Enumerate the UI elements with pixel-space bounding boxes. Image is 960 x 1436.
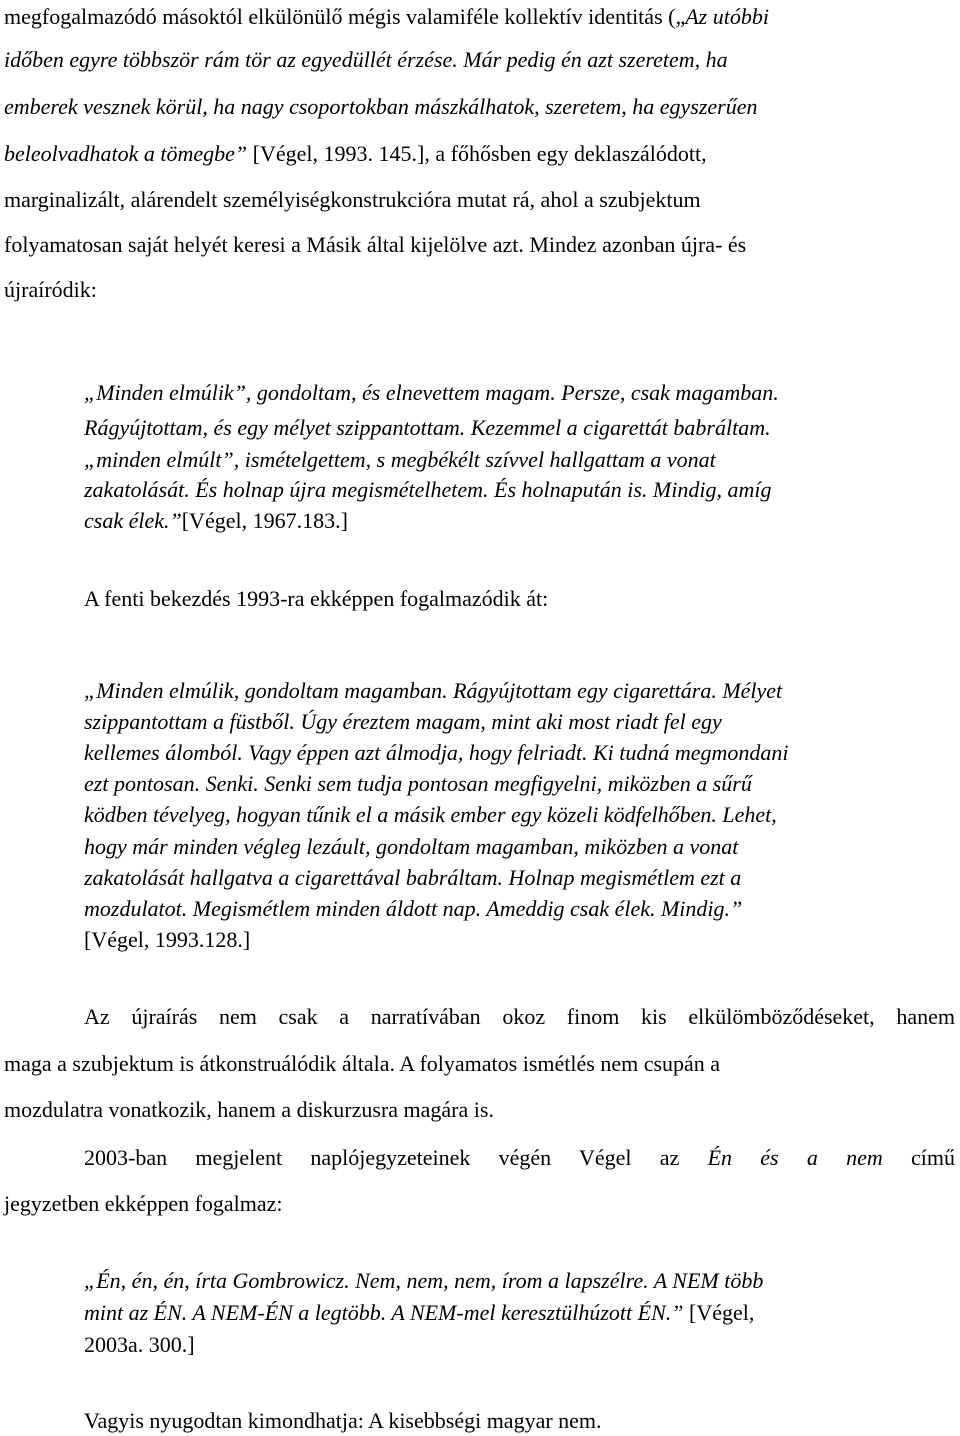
text-segment: Az utóbbi xyxy=(685,4,769,29)
text-line xyxy=(4,189,701,211)
text-segment: emberek vesznek körül, ha nagy csoportokban mászkálhatok, szeretem, ha egyszerűen xyxy=(4,94,758,119)
quote-line xyxy=(84,804,777,826)
text-segment: Én és a nem xyxy=(707,1145,883,1170)
text-line xyxy=(84,1147,955,1169)
quote-line xyxy=(84,680,782,702)
text-segment: A fenti bekezdés 1993-ra ekképpen fogalmazódik át: xyxy=(84,586,549,611)
text-segment: Vagyis nyugodtan kimondhatja: A kisebbségi magyar nem. xyxy=(84,1408,602,1433)
text-segment: zakatolását. És holnap újra megismételhetem. És holnapután is. Mindig, amíg xyxy=(84,477,772,502)
text-segment: csak élek.” xyxy=(84,508,182,533)
text-segment: 2003-ban megjelent naplójegyzeteinek végén Végel az xyxy=(84,1145,708,1170)
text-segment: beleolvadhatok a tömegbe” xyxy=(4,141,253,166)
quote-line xyxy=(84,417,771,439)
citation: 2003a. 300.] xyxy=(84,1332,195,1357)
quote-line xyxy=(84,510,348,532)
text-line xyxy=(4,234,746,256)
text-segment: zakatolását hallgatva a cigarettával babráltam. Holnap megismétlem ezt a xyxy=(84,865,742,890)
quote-line xyxy=(84,479,771,501)
text-segment: folyamatosan saját helyét keresi a Másik által kijelölve azt. Mindez azonban újra- és xyxy=(4,232,747,257)
quote-line xyxy=(84,836,738,858)
citation: [Végel, 1967.183.] xyxy=(181,508,348,533)
text-segment: ezt pontosan. Senki. Senki sem tudja pontosan megfigyelni, miközben a sűrű xyxy=(84,771,752,796)
text-segment: kellemes álomból. Vagy éppen azt álmodja, hogy felriadt. Ki tudná megmondani xyxy=(84,740,789,765)
text-segment: „Én, én, én, írta Gombrowicz. Nem, nem, nem, írom a lapszélre. A NEM több xyxy=(84,1268,764,1293)
text-line xyxy=(4,1099,494,1121)
text-segment: újraíródik: xyxy=(4,277,97,302)
quote-line xyxy=(84,867,741,889)
text-segment: [Végel, 1993. 145.], a főhősben egy deklaszálódott, xyxy=(252,141,707,166)
text-line xyxy=(84,588,548,610)
text-segment: „minden elmúlt”, ismételgettem, s megbékélt szívvel hallgattam a vonat xyxy=(84,447,716,472)
text-segment: marginalizált, alárendelt személyiségkonstrukcióra mutat rá, ahol a szubjektum xyxy=(4,187,701,212)
text-line xyxy=(84,1006,955,1028)
text-segment: hogy már minden végleg lezáult, gondoltam magamban, miközben a vonat xyxy=(84,834,739,859)
quote-line xyxy=(84,711,722,733)
text-segment: szippantottam a füstből. Úgy éreztem magam, mint aki most riadt fel egy xyxy=(84,709,722,734)
text-segment: Rágyújtottam, és egy mélyet szippantottam. Kezemmel a cigarettát babráltam. xyxy=(84,415,771,440)
text-line xyxy=(4,279,97,301)
text-segment: mozdulatot. Megismétlem minden áldott nap. Ameddig csak élek. Mindig.” xyxy=(84,896,743,921)
text-segment: ködben tévelyeg, hogyan tűnik el a másik ember egy közeli ködfelhőben. Lehet, xyxy=(84,802,777,827)
text-segment: megfogalmazódó másoktól elkülönülő mégis valamiféle kollektív identitás („ xyxy=(4,4,686,29)
text-line xyxy=(4,1193,283,1215)
quote-line xyxy=(84,449,716,471)
text-segment: mint az ÉN. A NEM-ÉN a legtöbb. A NEM-mel keresztülhúzott ÉN.” xyxy=(84,1300,689,1325)
quote-line xyxy=(84,1302,754,1324)
text-line xyxy=(4,96,758,118)
text-segment: jegyzetben ekképpen fogalmaz: xyxy=(4,1191,283,1216)
text-segment: mozdulatra vonatkozik, hanem a diskurzusra magára is. xyxy=(4,1097,494,1122)
text-line xyxy=(4,6,769,28)
text-segment: „Minden elmúlik”, gondoltam, és elnevettem magam. Persze, csak magamban. xyxy=(84,380,779,405)
quote-line xyxy=(84,382,779,404)
text-segment: Az újraírás nem csak a narratívában okoz finom kis elkülömböződéseket, hanem xyxy=(84,1004,955,1029)
text-line xyxy=(4,49,728,71)
text-line xyxy=(4,143,707,165)
text-segment: „Minden elmúlik, gondoltam magamban. Rágyújtottam egy cigarettára. Mélyet xyxy=(84,678,783,703)
quote-line xyxy=(84,1334,195,1356)
text-line xyxy=(84,1410,602,1432)
citation: [Végel, 1993.128.] xyxy=(84,927,251,952)
citation: [Végel, xyxy=(689,1300,755,1325)
text-segment: című xyxy=(882,1145,955,1170)
quote-line xyxy=(84,742,789,764)
quote-line xyxy=(84,773,752,795)
quote-line xyxy=(84,1270,763,1292)
quote-line xyxy=(84,898,742,920)
quote-line xyxy=(84,929,250,951)
text-line xyxy=(4,1053,720,1075)
text-segment: időben egyre többször rám tör az egyedüllét érzése. Már pedig én azt szeretem, ha xyxy=(4,47,728,72)
text-segment: maga a szubjektum is átkonstruálódik általa. A folyamatos ismétlés nem csupán a xyxy=(4,1051,721,1076)
